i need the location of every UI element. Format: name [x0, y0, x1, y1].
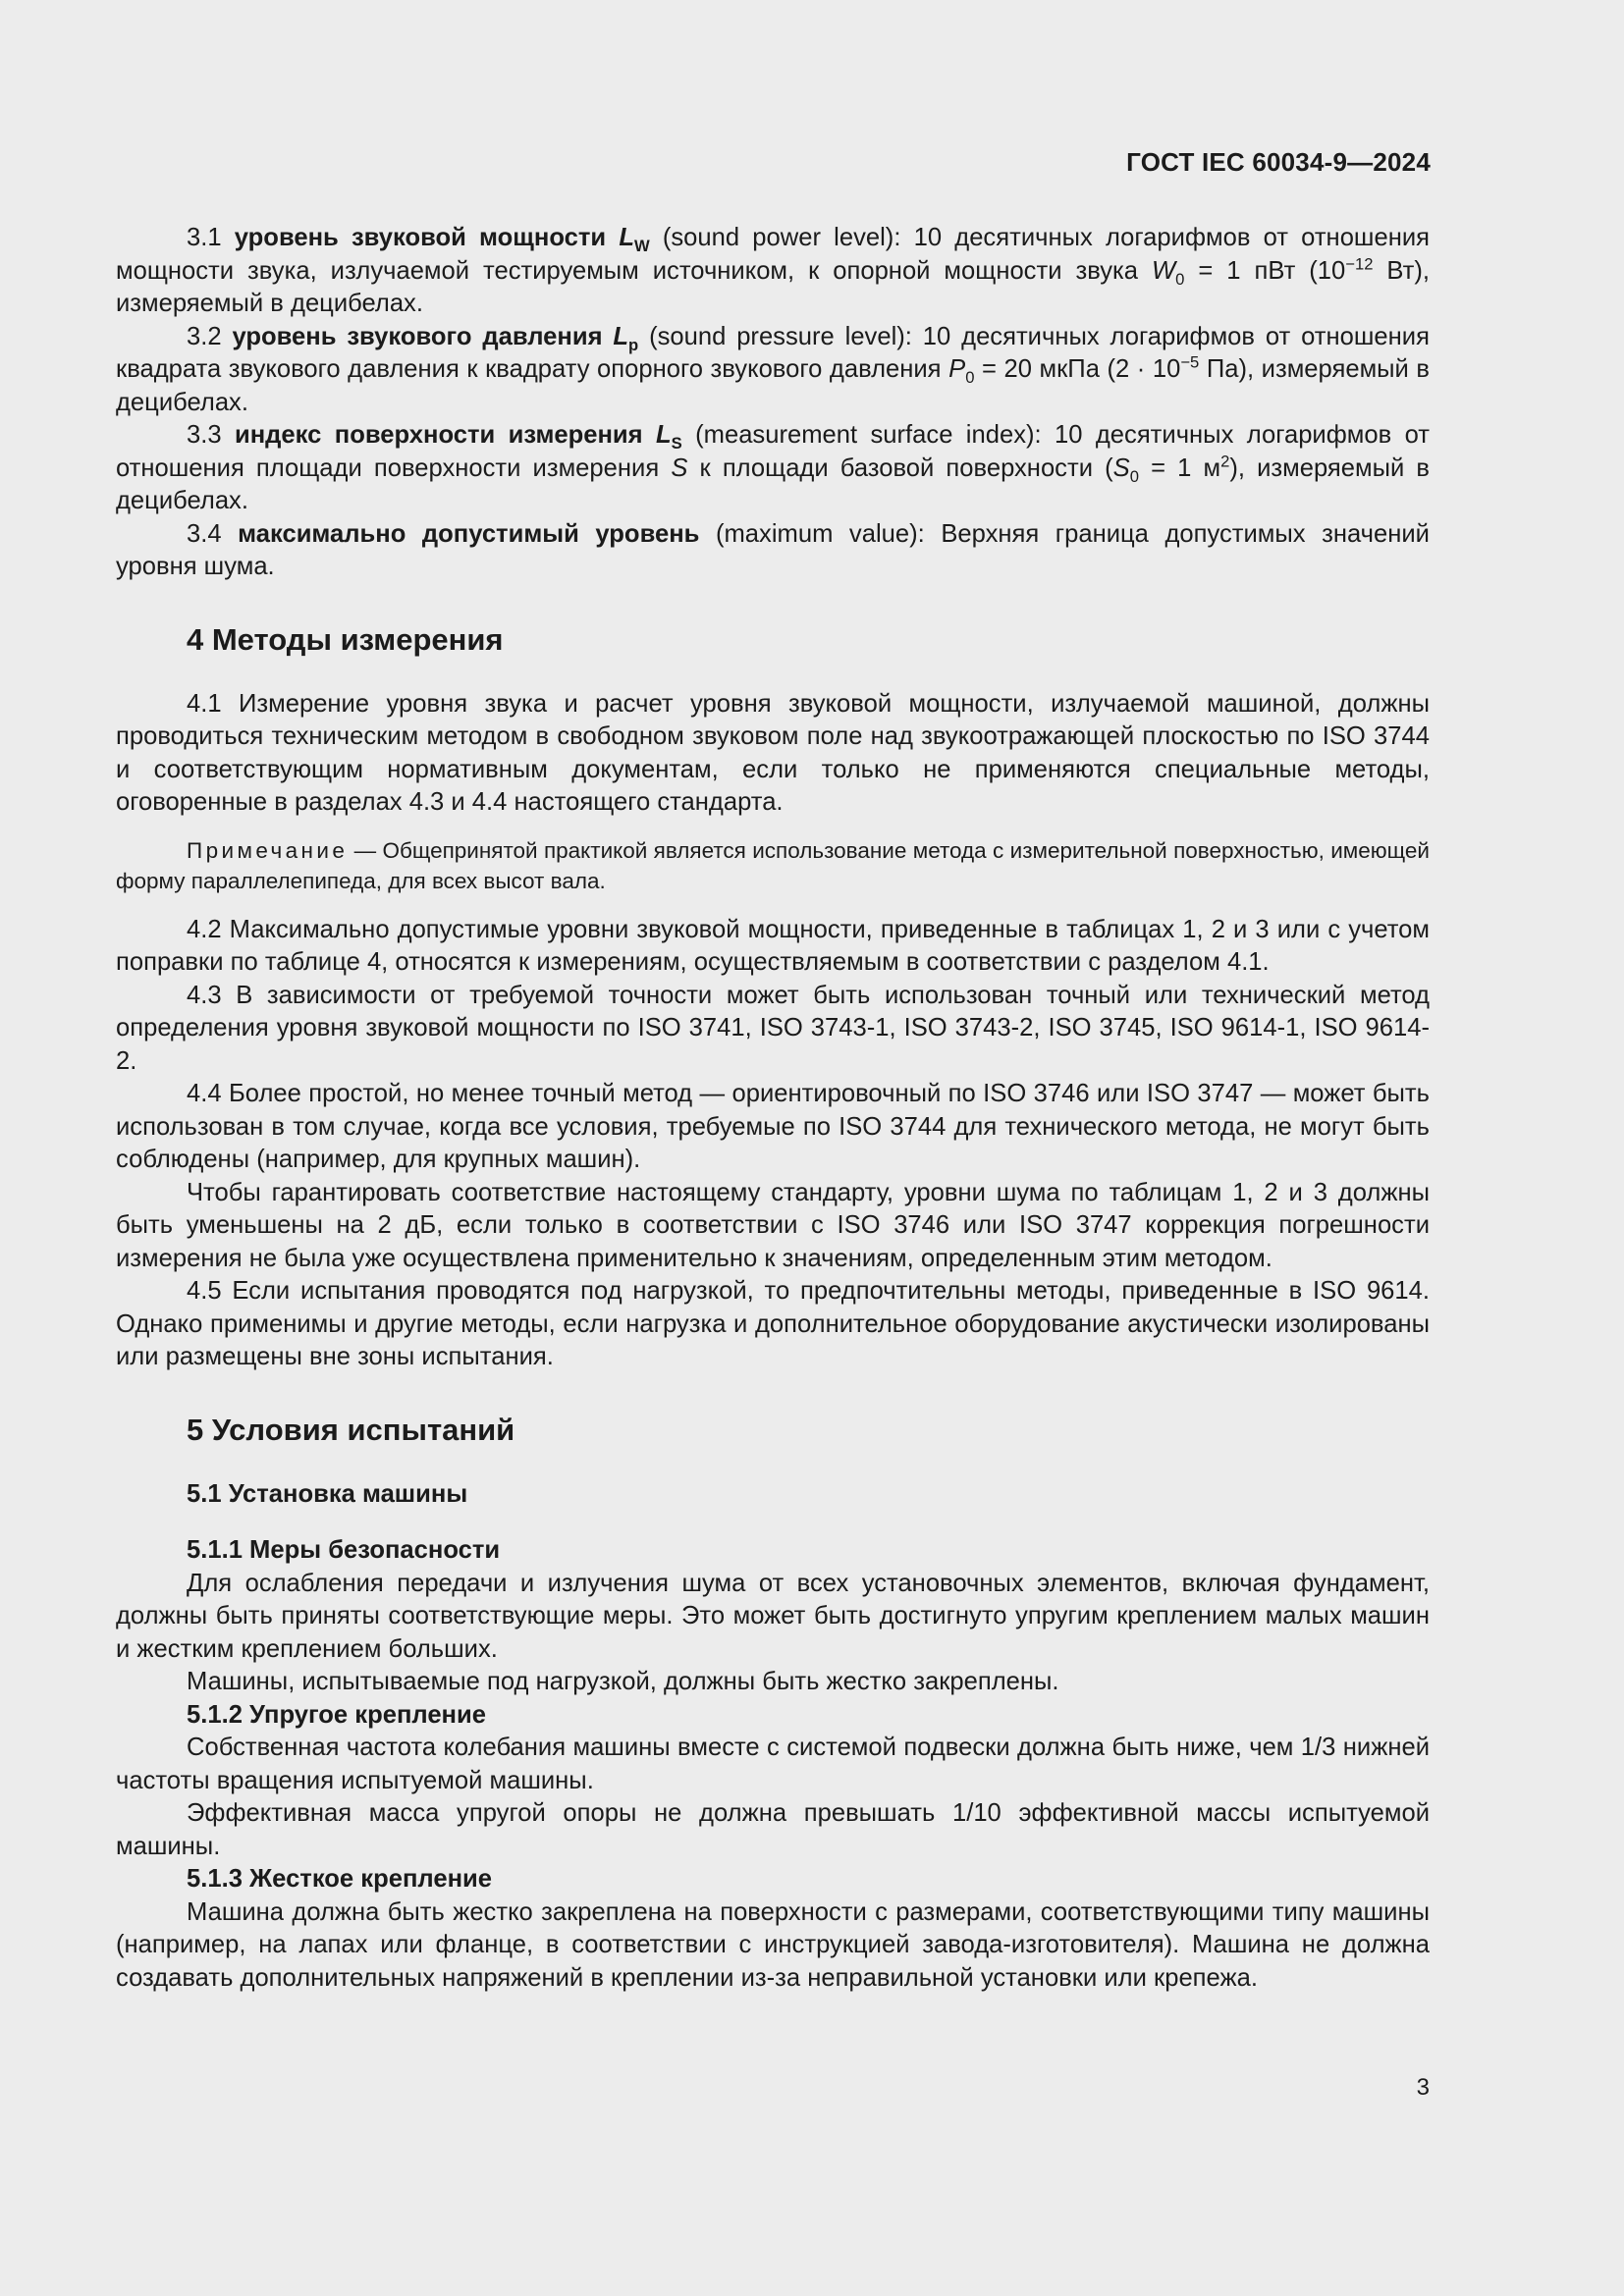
subsection-5-1-heading: 5.1 Установка машины [187, 1479, 468, 1508]
subsection-5-1-1-heading: 5.1.1 Меры безопасности [187, 1536, 501, 1564]
clause-5-1-1-paragraph-1: Для ослабления передачи и излучения шума от всех установочных элементов, включая фундамент, должны быть приняты соответствующие меры. Это может быть достигнуто упругим креплением малых машин и жестким креплением больших. [116, 1569, 1430, 1663]
section-5-heading: 5 Условия испытаний [187, 1412, 515, 1447]
clause-3-1: 3.1 уровень звуковой мощности $L_W$ (sound power level): 10 десятичных логарифмов от отношения мощности звука, излучаемой тестируемым источником, к опорной мощности звука $W_0 = 1$ пВт ($10^{-12}$ Вт), измеряемый в децибелах. [116, 224, 1430, 317]
clause-5-1-2-paragraph-2: Эффективная масса упругой опоры не должна превышать 1/10 эффективной массы испытуемой машины. [116, 1799, 1430, 1860]
subsection-5-1-3-heading: 5.1.3 Жесткое крепление [187, 1865, 492, 1893]
clause-4-2: 4.2 Максимально допустимые уровни звуковой мощности, приведенные в таблицах 1, 2 и 3 или с учетом поправки по таблице 4, относятся к измерениям, осуществляемым в соответствии с разделом 4.1. [116, 915, 1430, 976]
standard-code-header: ГОСТ IEC 60034-9—2024 [1126, 147, 1431, 177]
clause-5-1-1-paragraph-2: Машины, испытываемые под нагрузкой, должны быть жестко закреплены. [187, 1668, 1059, 1695]
note-text: — Общепринятой практикой является использование метода с измерительной поверхностью, имеющей форму параллелепипеда, для всех высот вала. [116, 837, 1430, 893]
term-3-2: уровень звукового давления [232, 322, 603, 350]
term-3-4: максимально допустимый уровень [238, 519, 700, 548]
term-3-1: уровень звуковой мощности [234, 224, 607, 251]
subsection-5-1-2-heading: 5.1.2 Упругое крепление [187, 1700, 486, 1729]
clause-4-5: 4.5 Если испытания проводятся под нагрузкой, то предпочтительны методы, приведенные в ISO 9614. Однако применимы и другие методы, если нагрузка и дополнительное оборудование акустически изолированы или размещены вне зоны испытания. [116, 1277, 1430, 1370]
clause-3-4: 3.4 максимально допустимый уровень (maximum value): Верхняя граница допустимых значений уровня шума. [116, 519, 1430, 580]
clause-3-2: 3.2 уровень звукового давления $L_p$ (sound pressure level): 10 десятичных логарифмов от отношения квадрата звукового давления к квадрату опорного звукового давления $P_0 = 20$ мкПа ($2 \cdot 10^{-5}$ Па), измеряемый в децибелах. [116, 322, 1431, 416]
clause-3-3: 3.3 индекс поверхности измерения $L_S$ (measurement surface index): 10 десятичных логарифмов от отношения площади поверхности измерения S к площади базовой поверхности ($S_0 = 1$ $м^2$), измеряемый в децибелах. [116, 421, 1431, 514]
note [116, 835, 1430, 896]
note-label: Примечание [187, 837, 349, 863]
section-4-heading: 4 Методы измерения [187, 621, 504, 657]
clause-5-1-2-paragraph-1: Собственная частота колебания машины вместе с системой подвески должна быть ниже, чем 1/3 нижней частоты вращения испытуемой машины. [116, 1734, 1430, 1794]
page-content [116, 222, 1430, 1995]
term-3-3: индекс поверхности измерения [234, 421, 643, 449]
clause-4-4: 4.4 Более простой, но менее точный метод — ориентировочный по ISO 3746 или ISO 3747 — может быть использован в том случае, когда все условия, требуемые по ISO 3744 для технического метода, не могут быть соблюдены (например, для крупных машин). [116, 1080, 1430, 1173]
clause-4-3: 4.3 В зависимости от требуемой точности может быть использован точный или технический метод определения уровня звуковой мощности по ISO 3741, ISO 3743-1, ISO 3743-2, ISO 3745, ISO 9614-1, ISO 9614-2. [116, 981, 1430, 1075]
clause-4-4-paragraph-2: Чтобы гарантировать соответствие настоящему стандарту, уровни шума по таблицам 1, 2 и 3 должны быть уменьшены на 2 дБ, если только в соответствии с ISO 3746 или ISO 3747 коррекция погрешности измерения не была уже осуществлена применительно к значениям, определенным этим методом. [116, 1178, 1430, 1272]
clause-5-1-3-paragraph: Машина должна быть жестко закреплена на поверхности с размерами, соответствующими типу машины (например, на лапах или фланце, в соответствии с инструкцией завода-изготовителя). Машина не должна создавать дополнительных напряжений в креплении из-за неправильной установки или крепежа. [116, 1897, 1430, 1992]
clause-4-1: 4.1 Измерение уровня звука и расчет уровня звуковой мощности, излучаемой машиной, должны проводиться техническим методом в свободном звуковом поле над звукоотражающей плоскостью по ISO 3744 и соответствующим нормативным документам, если только не применяются специальные методы, оговоренные в разделах 4.3 и 4.4 настоящего стандарта. [116, 689, 1430, 816]
page-number: 3 [1416, 2074, 1430, 2101]
